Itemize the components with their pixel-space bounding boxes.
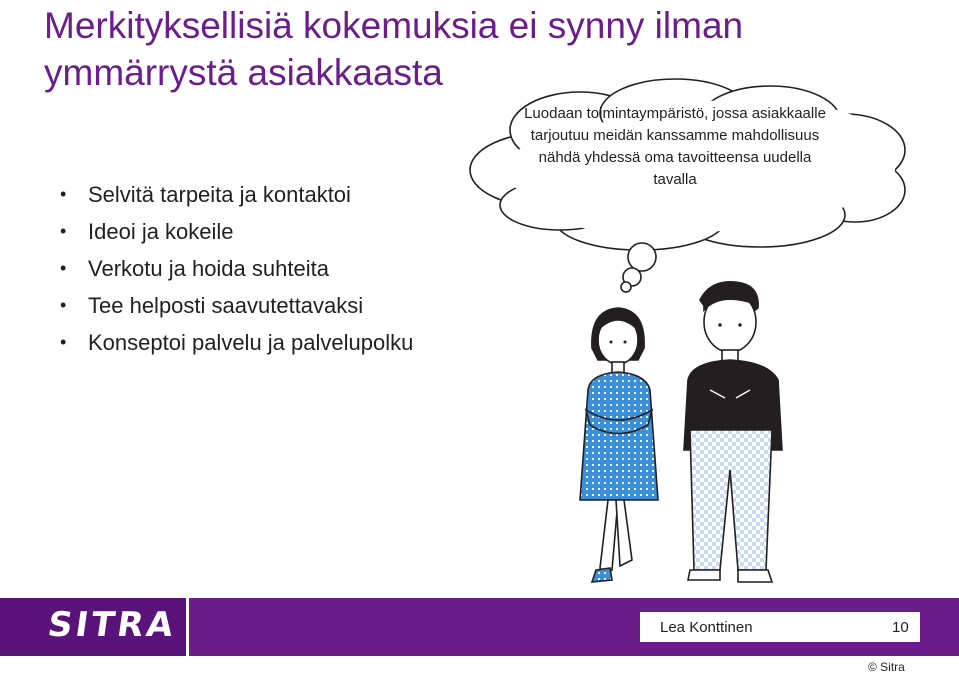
bullet-text: Konseptoi palvelu ja palvelupolku <box>88 330 414 355</box>
bullet-text: Ideoi ja kokeile <box>88 219 234 244</box>
bullet-dot: • <box>60 184 67 204</box>
bullet-item <box>60 250 413 287</box>
bullet-item <box>60 287 413 324</box>
bullet-item <box>60 213 413 250</box>
footer-info-panel <box>640 612 920 642</box>
sitra-logo <box>0 598 189 656</box>
presenter-name: Lea Konttinen <box>660 619 753 636</box>
logo-text: SITRA <box>45 605 179 645</box>
thought-bubble-text: Luodaan toimintaympäristö, jossa asiakkaalle tarjoutuu meidän kanssamme mahdollisuus nähdä yhdessä oma tavoitteensa uudella tavalla <box>524 105 826 188</box>
bullet-dot: • <box>60 221 67 241</box>
bullet-dot: • <box>60 332 67 352</box>
bullet-list <box>60 176 413 361</box>
bullet-dot: • <box>60 258 67 278</box>
copyright: © Sitra <box>868 660 905 674</box>
page-number: 10 <box>892 619 909 636</box>
bullet-text: Verkotu ja hoida suhteita <box>88 256 329 281</box>
bullet-item <box>60 176 413 213</box>
bullet-text: Tee helposti saavutettavaksi <box>88 293 364 318</box>
bullet-item <box>60 324 413 361</box>
footer-bar <box>0 598 959 656</box>
bullet-text: Selvitä tarpeita ja kontaktoi <box>88 182 351 207</box>
bullet-dot: • <box>60 295 67 315</box>
two-people-thinking-illustration <box>560 270 800 595</box>
slide-title: Merkityksellisiä kokemuksia ei synny ilman ymmärrystä asiakkaasta <box>44 5 744 93</box>
